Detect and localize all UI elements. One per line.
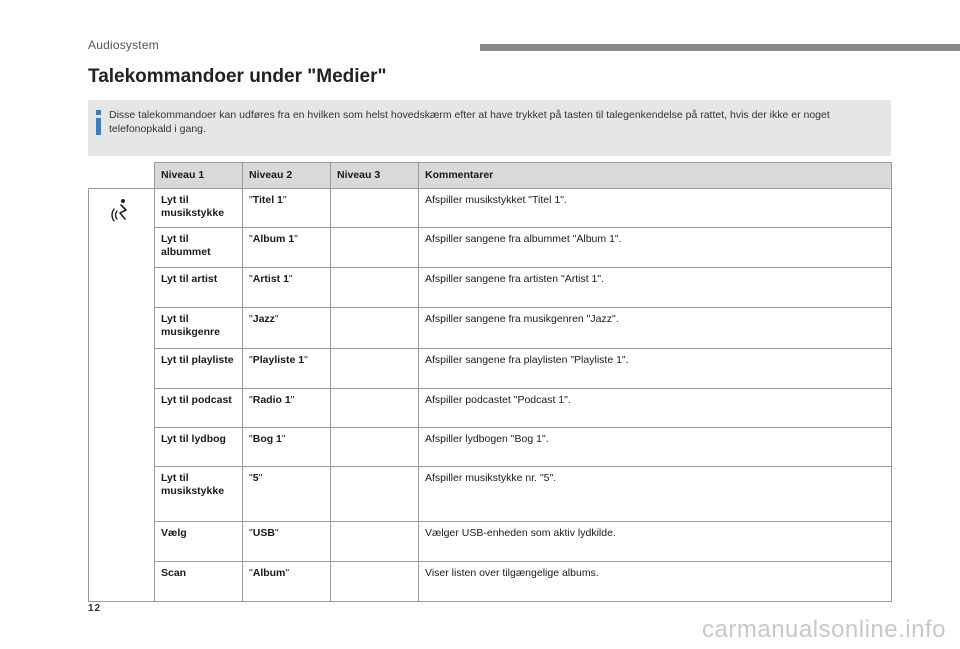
table-row (89, 467, 892, 522)
level2-cell: "Titel 1" (243, 189, 331, 228)
table-row (89, 189, 892, 228)
info-icon (93, 110, 103, 136)
comment-cell: Afspiller sangene fra musikgenren "Jazz". (419, 308, 892, 349)
info-text: Disse talekommandoer kan udføres fra en hvilken som helst hovedskærm efter at have trykket på tasten til talegenkendelse på rattet, hvis der ikke er noget telefonopkald i gang. (109, 109, 830, 135)
watermark: carmanualsonline.info (702, 616, 946, 643)
table-row (89, 562, 892, 602)
level1-cell: Lyt til lydbog (155, 428, 243, 467)
level3-cell (331, 389, 419, 428)
level3-cell (331, 522, 419, 562)
level2-value: Artist 1 (252, 273, 289, 285)
level2-cell: "5" (243, 467, 331, 522)
voice-command-icon (108, 197, 136, 225)
level1-cell: Lyt til musikgenre (155, 308, 243, 349)
level2-cell: "Radio 1" (243, 389, 331, 428)
page-number: 12 (88, 603, 102, 614)
level2-value: Bog 1 (252, 433, 282, 445)
level2-cell: "USB" (243, 522, 331, 562)
page-title (88, 66, 387, 88)
level2-cell: "Album 1" (243, 228, 331, 268)
table-row (89, 308, 892, 349)
level2-value: USB (252, 527, 275, 539)
level2-cell: "Bog 1" (243, 428, 331, 467)
table-header-row (89, 163, 892, 189)
level3-cell (331, 189, 419, 228)
table-row (89, 268, 892, 308)
level2-value: Album 1 (252, 233, 295, 245)
level2-value: Album (252, 567, 286, 579)
info-box (88, 100, 891, 156)
level3-cell (331, 268, 419, 308)
comment-cell: Afspiller sangene fra playlisten "Playliste 1". (419, 349, 892, 389)
comment-cell: Vælger USB-enheden som aktiv lydkilde. (419, 522, 892, 562)
level2-cell: "Playliste 1" (243, 349, 331, 389)
table-row (89, 522, 892, 562)
table-row (89, 349, 892, 389)
level2-cell: "Album" (243, 562, 331, 602)
level2-cell: "Jazz" (243, 308, 331, 349)
table-row (89, 389, 892, 428)
level3-cell (331, 467, 419, 522)
table-row (89, 428, 892, 467)
level1-cell: Vælg (155, 522, 243, 562)
column-header: Kommentarer (419, 163, 892, 189)
level3-cell (331, 562, 419, 602)
header-divider-bar (480, 44, 960, 51)
title-highlight: "Medier" (307, 66, 387, 87)
level3-cell (331, 428, 419, 467)
level2-cell: "Artist 1" (243, 268, 331, 308)
level1-cell: Lyt til podcast (155, 389, 243, 428)
level2-value: Jazz (252, 313, 275, 325)
level1-cell: Lyt til artist (155, 268, 243, 308)
level2-value: Playliste 1 (252, 354, 305, 366)
level3-cell (331, 349, 419, 389)
level2-value: Titel 1 (252, 194, 283, 206)
comment-cell: Viser listen over tilgængelige albums. (419, 562, 892, 602)
level2-value: 5 (252, 472, 259, 484)
comment-cell: Afspiller musikstykket "Titel 1". (419, 189, 892, 228)
column-header: Niveau 1 (155, 163, 243, 189)
table-row (89, 228, 892, 268)
level1-cell: Lyt til musikstykke (155, 467, 243, 522)
level1-cell: Lyt til playliste (155, 349, 243, 389)
voice-command-table (88, 162, 892, 602)
comment-cell: Afspiller musikstykke nr. "5". (419, 467, 892, 522)
level1-cell: Lyt til albummet (155, 228, 243, 268)
column-header: Niveau 3 (331, 163, 419, 189)
voice-icon-cell (89, 189, 155, 602)
comment-cell: Afspiller sangene fra artisten "Artist 1". (419, 268, 892, 308)
section-label: Audiosystem (88, 38, 159, 52)
level1-cell: Scan (155, 562, 243, 602)
level3-cell (331, 308, 419, 349)
column-header: Niveau 2 (243, 163, 331, 189)
comment-cell: Afspiller podcastet "Podcast 1". (419, 389, 892, 428)
level2-value: Radio 1 (252, 394, 291, 406)
comment-cell: Afspiller sangene fra albummet "Album 1". (419, 228, 892, 268)
level3-cell (331, 228, 419, 268)
header-blank-cell (89, 163, 155, 189)
level1-cell: Lyt til musikstykke (155, 189, 243, 228)
comment-cell: Afspiller lydbogen "Bog 1". (419, 428, 892, 467)
title-main: Talekommandoer under (88, 66, 308, 87)
